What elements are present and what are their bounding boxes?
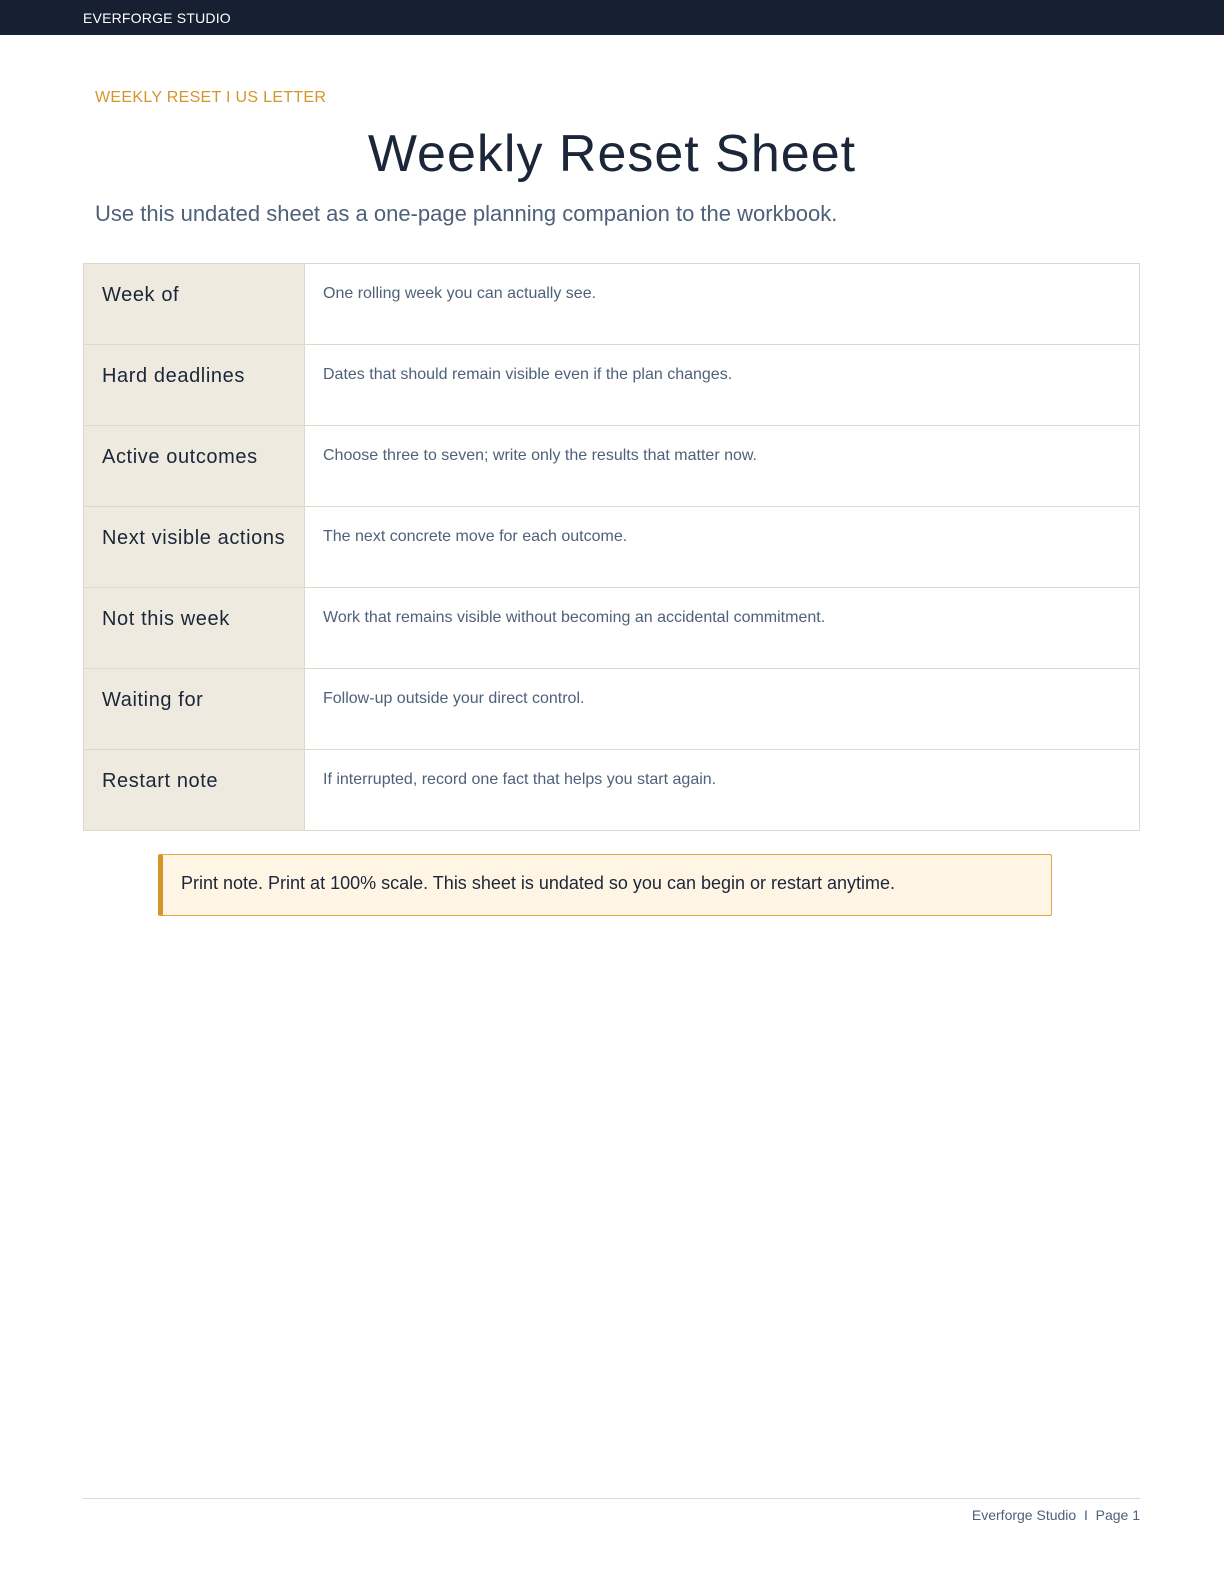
row-entry-field: Choose three to seven; write only the results that matter now. [323,447,757,464]
row-label: Restart note [84,750,305,830]
row-entry-field: One rolling week you can actually see. [323,285,597,302]
top-bar [0,0,1224,35]
row-label: Hard deadlines [84,345,305,425]
brand-name: EVERFORGE STUDIO [83,10,231,26]
row-label: Waiting for [84,669,305,749]
planning-table [83,263,1140,831]
row-entry-field: If interrupted, record one fact that helps you start again. [323,771,717,788]
row-label: Week of [84,264,305,344]
table-row-active-outcomes [84,426,1139,507]
print-note-callout [158,854,1052,916]
footer-divider [83,1498,1140,1499]
row-entry-field: Follow-up outside your direct control. [323,690,585,707]
table-row-week-of [84,264,1139,345]
table-row-restart-note [84,750,1139,830]
table-row-next-visible-actions [84,507,1139,588]
table-row-waiting-for [84,669,1139,750]
page-subtitle: Use this undated sheet as a one-page planning companion to the workbook. [95,201,838,226]
row-entry-field: Work that remains visible without becoming an accidental commitment. [323,609,826,626]
footer-page-label: Everforge Studio I Page 1 [971,1507,1140,1523]
page-title: Weekly Reset Sheet [367,125,857,183]
eyebrow-label: WEEKLY RESET I US LETTER [95,89,327,106]
row-entry-field: The next concrete move for each outcome. [323,528,628,545]
table-row-not-this-week [84,588,1139,669]
row-entry-field: Dates that should remain visible even if the plan changes. [323,366,733,383]
table-row-hard-deadlines [84,345,1139,426]
row-label: Active outcomes [84,426,305,506]
row-label: Not this week [84,588,305,668]
print-note-text: Print note. Print at 100% scale. This sheet is undated so you can begin or restart anytime. [181,873,896,893]
row-label: Next visible actions [84,507,305,587]
